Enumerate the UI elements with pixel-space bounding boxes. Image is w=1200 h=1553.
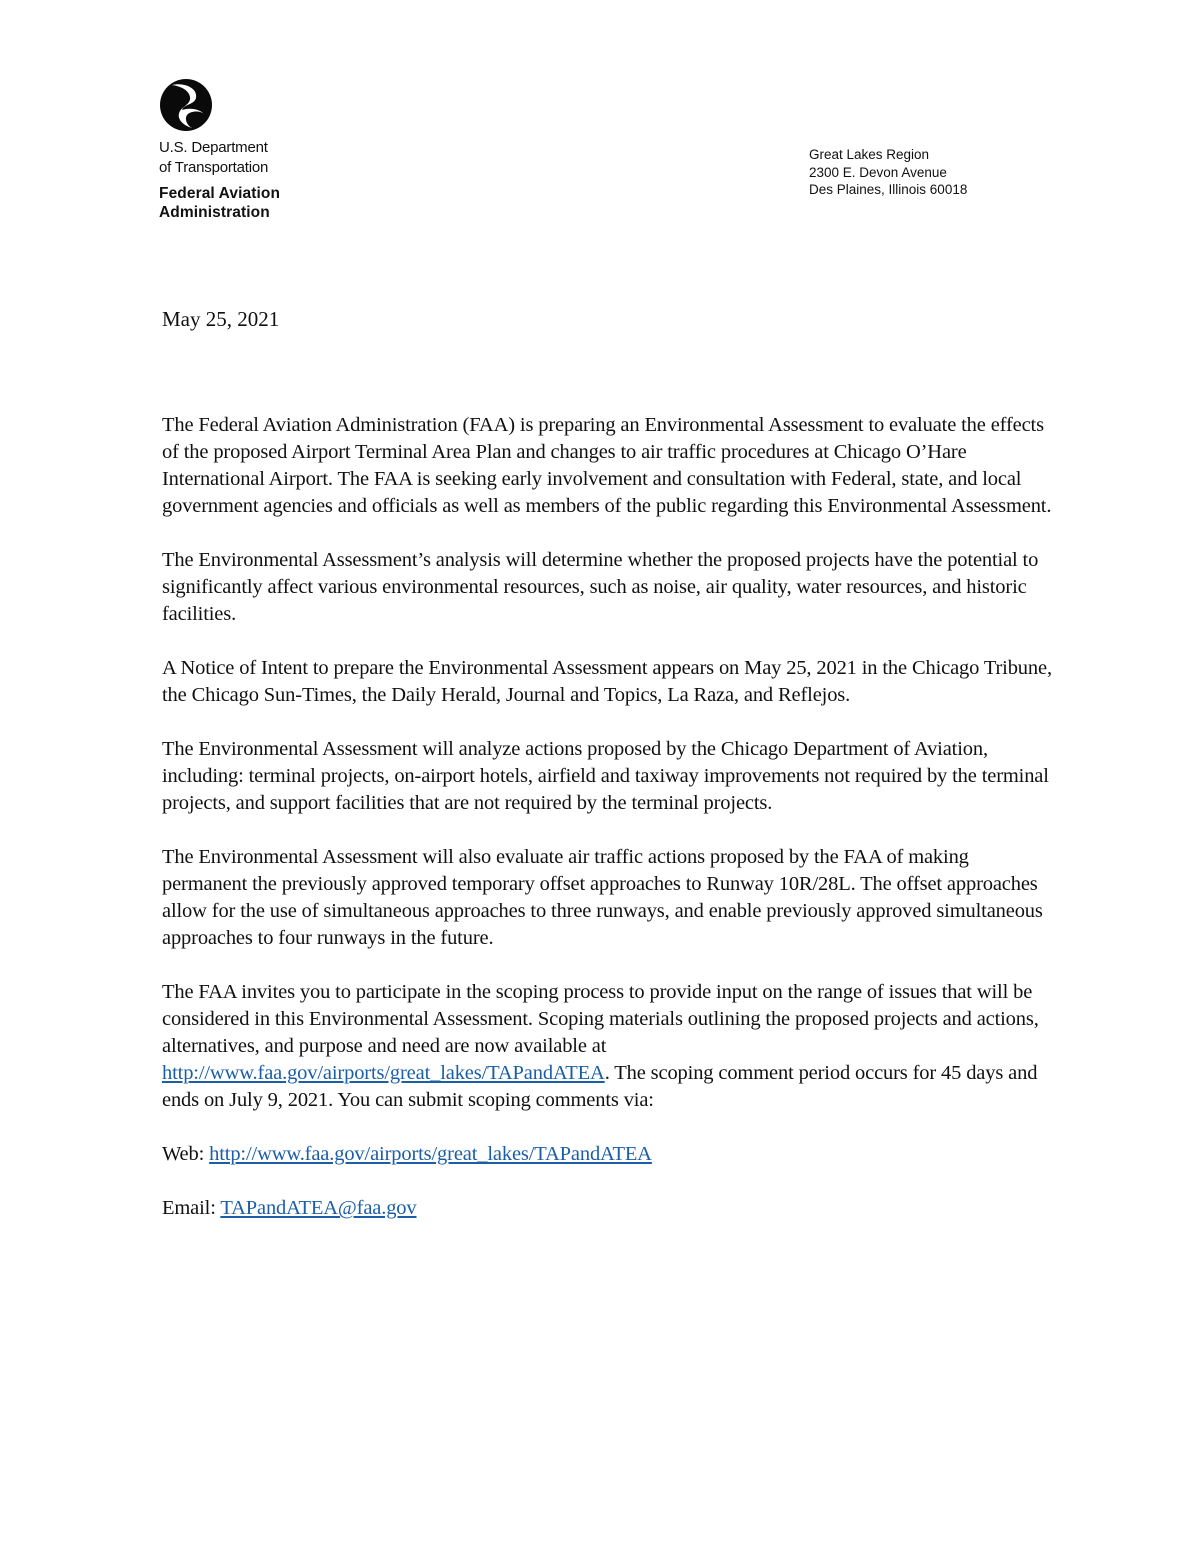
web-comment-link[interactable]: http://www.faa.gov/airports/great_lakes/TAPandATEA xyxy=(209,1143,652,1165)
region-address xyxy=(809,146,967,199)
department-line-2: of Transportation xyxy=(159,159,269,176)
address-line-2: 2300 E. Devon Avenue xyxy=(809,164,947,180)
triskelion-icon xyxy=(158,78,214,132)
web-label: Web: xyxy=(162,1143,210,1165)
email-comment-link[interactable]: TAPandATEA@faa.gov xyxy=(220,1197,417,1219)
agency-line-1: Federal Aviation xyxy=(159,185,281,202)
paragraph-notice-of-intent: A Notice of Intent to prepare the Environmental Assessment appears on May 25, 2021 in the Chicago Tribune, the Chicago Sun-Times, the Daily Herald, Journal and Topics, La Raza, and Reflejos. xyxy=(162,657,1052,706)
paragraph-analysis: The Environmental Assessment’s analysis will determine whether the proposed projects have the potential to significantly affect various environmental resources, such as noise, air quality, water resources, and historic facilities. xyxy=(162,549,1039,625)
dot-logo-icon xyxy=(158,78,214,132)
email-contact xyxy=(162,1195,1052,1222)
scoping-materials-link[interactable]: http://www.faa.gov/airports/great_lakes/TAPandATEA xyxy=(162,1062,605,1084)
agency-line-2: Administration xyxy=(159,204,270,221)
letter-body xyxy=(162,412,1052,1249)
scoping-text-after: . The scoping comment period occurs for 45 days and ends on July 9, 2021. You can submit scoping comments via: xyxy=(162,1062,1038,1111)
address-line-3: Des Plaines, Illinois 60018 xyxy=(809,182,968,197)
letter-date: May 25, 2021 xyxy=(162,307,280,331)
paragraph-intro: The Federal Aviation Administration (FAA) is preparing an Environmental Assessment to evaluate the effects of the proposed Airport Terminal Area Plan and changes to air traffic procedures at Chicago O’Hare International Airport. The FAA is seeking early involvement and consultation with Federal, state, and local government agencies and officials as well as members of the public regarding this Environmental Assessment. xyxy=(162,414,1052,517)
paragraph-cda-actions: The Environmental Assessment will analyze actions proposed by the Chicago Department of Aviation, including: terminal projects, on-airport hotels, airfield and taxiway improvements not required by the terminal projects, and support facilities that are not required by the terminal projects. xyxy=(162,738,1049,814)
paragraph-scoping xyxy=(162,979,1052,1114)
department-line-1: U.S. Department xyxy=(159,139,268,156)
web-contact xyxy=(162,1141,1052,1168)
address-line-1: Great Lakes Region xyxy=(809,147,930,162)
email-label: Email: xyxy=(162,1197,221,1219)
paragraph-faa-actions: The Environmental Assessment will also evaluate air traffic actions proposed by the FAA of making permanent the previously approved temporary offset approaches to Runway 10R/28L. The offset approaches allow for the use of simultaneous approaches to three runways, and enable previously approved simultaneous approaches to four runways in the future. xyxy=(162,846,1043,949)
scoping-text-before: The FAA invites you to participate in the scoping process to provide input on the range of issues that will be considered in this Environmental Assessment. Scoping materials outlining the proposed projects and actions, alternatives, and purpose and need are now available at xyxy=(162,981,1039,1057)
agency-letterhead xyxy=(159,138,280,222)
agency-name xyxy=(159,184,280,222)
